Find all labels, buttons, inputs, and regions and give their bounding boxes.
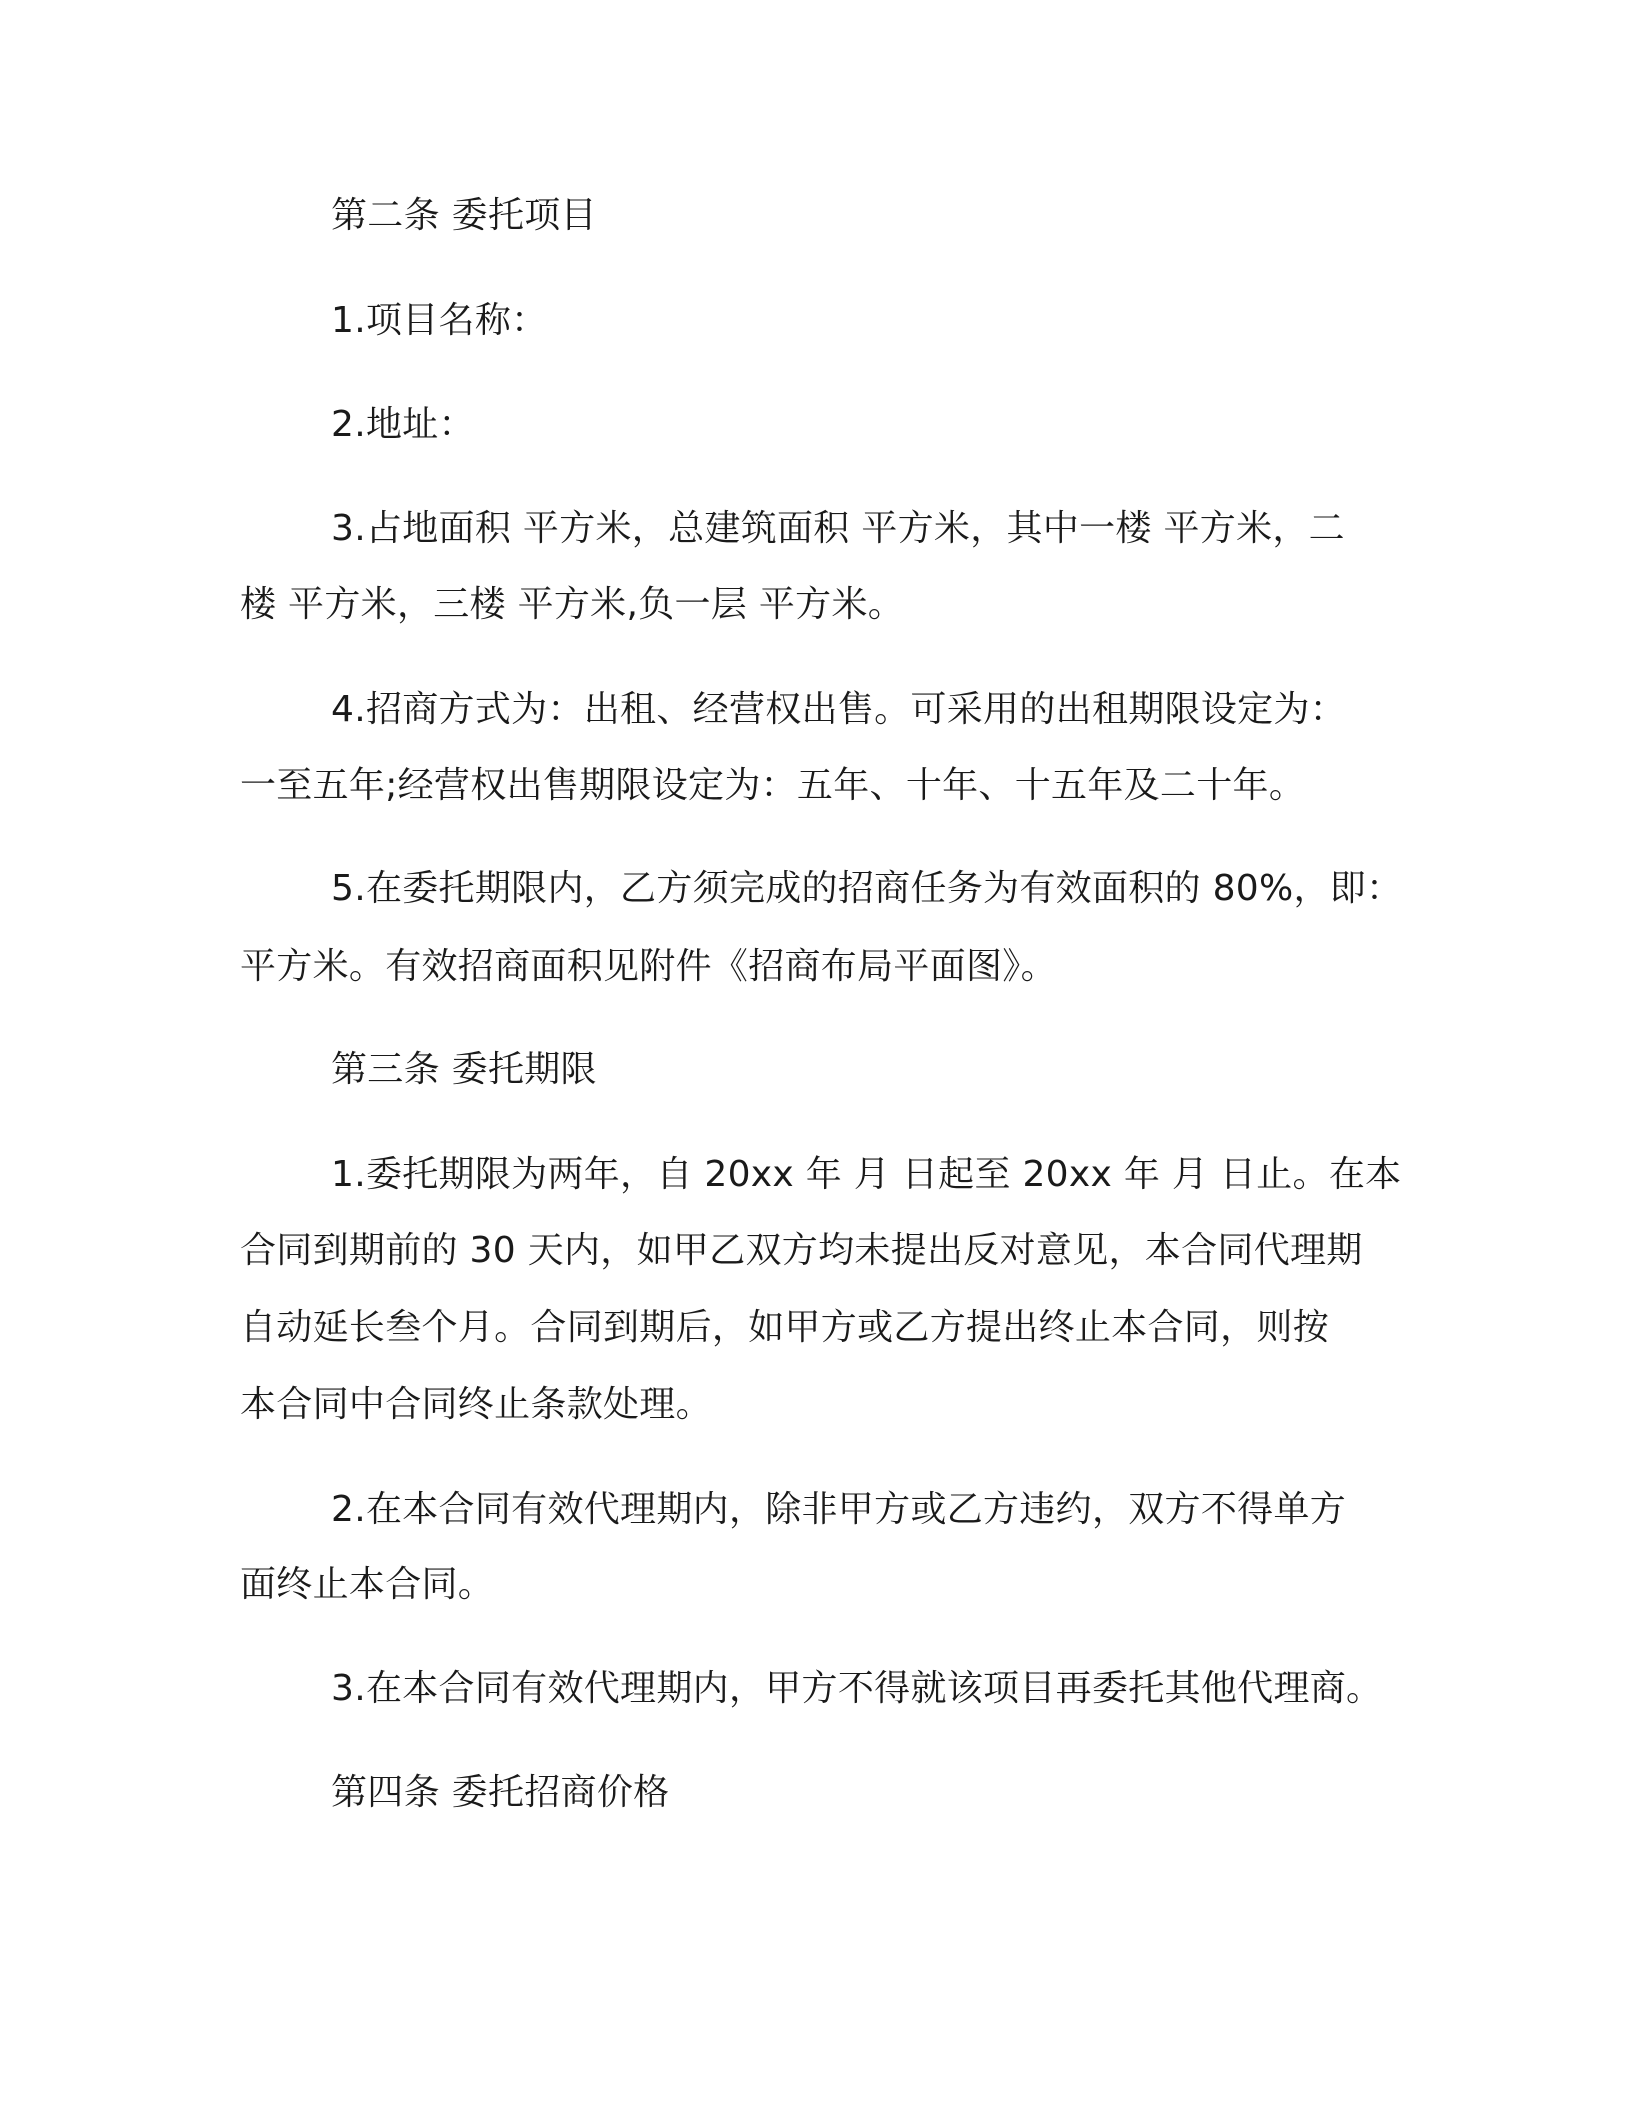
section-heading-3: 第三条 委托期限 — [331, 1049, 597, 1090]
clause-2-4-method-line1: 4.招商方式为：出租、经营权出售。可采用的出租期限设定为： — [331, 689, 1347, 730]
clause-3-2-termination-line1: 2.在本合同有效代理期内，除非甲方或乙方违约，双方不得单方 — [331, 1489, 1347, 1530]
clause-3-1-term-line2: 合同到期前的 30 天内，如甲乙双方均未提出反对意见，本合同代理期 — [240, 1230, 1363, 1271]
clause-2-3-area-line2: 楼 平方米，三楼 平方米,负一层 平方米。 — [240, 584, 905, 625]
clause-3-1-term-line1: 1.委托期限为两年，自 20xx 年 月 日起至 20xx 年 月 日止。在本 — [331, 1154, 1402, 1195]
clause-3-1-term-line3: 自动延长叁个月。合同到期后，如甲方或乙方提出终止本合同，则按 — [240, 1307, 1330, 1348]
clause-3-1-term-line4: 本合同中合同终止条款处理。 — [240, 1384, 712, 1425]
clause-3-3-exclusivity: 3.在本合同有效代理期内，甲方不得就该项目再委托其他代理商。 — [331, 1668, 1383, 1709]
clause-2-2-address: 2.地址： — [331, 404, 475, 445]
clause-2-5-task-line1: 5.在委托期限内，乙方须完成的招商任务为有效面积的 80%，即： — [331, 868, 1403, 909]
clause-2-5-task-line2: 平方米。有效招商面积见附件《招商布局平面图》。 — [240, 946, 1057, 987]
clause-2-3-area-line1: 3.占地面积 平方米，总建筑面积 平方米，其中一楼 平方米，二 — [331, 508, 1345, 549]
clause-2-1-project-name: 1.项目名称： — [331, 300, 548, 341]
section-heading-2: 第二条 委托项目 — [331, 195, 597, 236]
clause-3-2-termination-line2: 面终止本合同。 — [240, 1564, 495, 1605]
section-heading-4: 第四条 委托招商价格 — [331, 1772, 670, 1813]
clause-2-4-method-line2: 一至五年;经营权出售期限设定为：五年、十年、十五年及二十年。 — [240, 765, 1306, 806]
